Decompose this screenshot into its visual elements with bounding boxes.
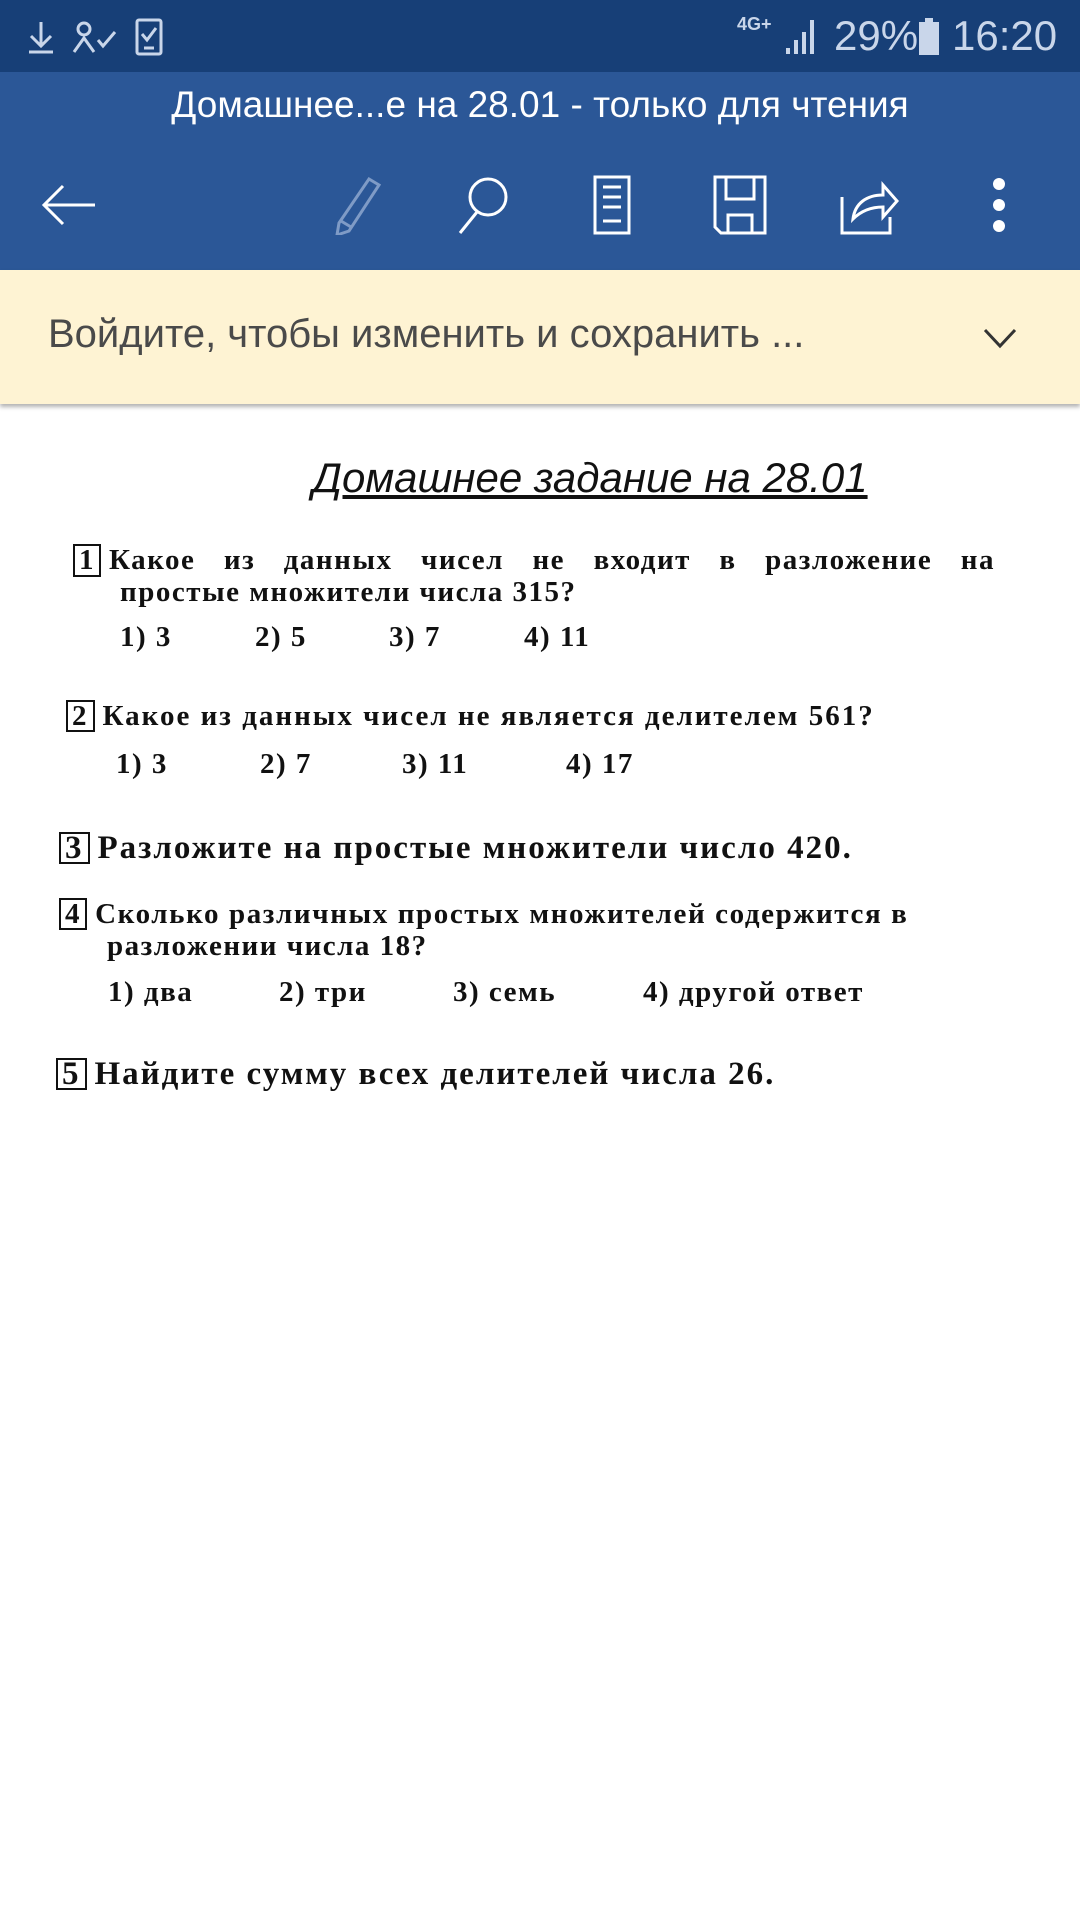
more-vertical-icon <box>989 177 1009 233</box>
question-number: 3 <box>59 832 90 864</box>
clock: 16:20 <box>952 12 1058 59</box>
question-text: Сколько различных простых множителей содержится в <box>95 898 909 930</box>
back-button[interactable] <box>34 170 104 240</box>
download-icon <box>26 20 56 54</box>
option: 2) 7 <box>260 748 312 780</box>
sign-in-message: Войдите, чтобы изменить и сохранить ... <box>48 312 805 356</box>
question-3 <box>59 830 853 867</box>
option: 3) 7 <box>389 621 441 653</box>
edit-button[interactable] <box>320 170 390 240</box>
signal-icon <box>784 18 820 56</box>
contacts-sync-icon <box>72 20 118 54</box>
question-5 <box>56 1056 775 1093</box>
option: 3) 11 <box>402 748 469 780</box>
network-type: 4G+ <box>737 14 772 34</box>
question-number: 5 <box>56 1058 87 1090</box>
option: 2) три <box>279 976 367 1008</box>
question-4 <box>59 898 908 931</box>
option: 1) 3 <box>120 621 172 653</box>
option: 1) два <box>108 976 194 1008</box>
question-number: 1 <box>73 544 101 577</box>
battery-percent: 29% <box>834 12 919 59</box>
reading-view-button[interactable] <box>577 170 647 240</box>
sign-in-banner[interactable] <box>0 270 1080 404</box>
option: 1) 3 <box>116 748 168 780</box>
search-icon <box>455 175 511 235</box>
task-icon <box>134 18 164 56</box>
document-title-bar: Домашнее...е на 28.01 - только для чтения <box>171 84 909 125</box>
option: 4) другой ответ <box>643 976 864 1008</box>
chevron-down-icon[interactable] <box>982 326 1018 350</box>
mobile-view-icon <box>592 175 632 235</box>
share-icon <box>839 175 899 235</box>
battery-icon <box>918 18 940 56</box>
question-text: Разложите на простые множители число 420. <box>97 830 853 866</box>
question-text: Какое из данных чисел не является делителем 561? <box>102 700 875 732</box>
pencil-icon <box>327 175 383 235</box>
app-bar <box>0 72 1080 270</box>
back-arrow-icon <box>41 183 97 227</box>
document-heading: Домашнее задание на 28.01 <box>312 454 868 501</box>
more-options-button[interactable] <box>964 170 1034 240</box>
save-button[interactable] <box>705 170 775 240</box>
question-text: Какое из данных чисел не входит в разложение на <box>109 544 995 576</box>
question-text: разложении числа 18? <box>107 930 428 962</box>
search-button[interactable] <box>448 170 518 240</box>
save-icon <box>712 175 768 235</box>
question-number: 2 <box>66 700 95 732</box>
question-text: простые множители числа 315? <box>120 576 577 608</box>
share-button[interactable] <box>834 170 904 240</box>
question-text: Найдите сумму всех делителей числа 26. <box>94 1056 776 1092</box>
question-number: 4 <box>59 898 87 930</box>
question-2 <box>66 700 875 733</box>
status-bar <box>0 0 1080 72</box>
option: 4) 11 <box>524 621 591 653</box>
question-1 <box>73 544 995 577</box>
option: 4) 17 <box>566 748 634 780</box>
option: 3) семь <box>453 976 557 1008</box>
option: 2) 5 <box>255 621 307 653</box>
